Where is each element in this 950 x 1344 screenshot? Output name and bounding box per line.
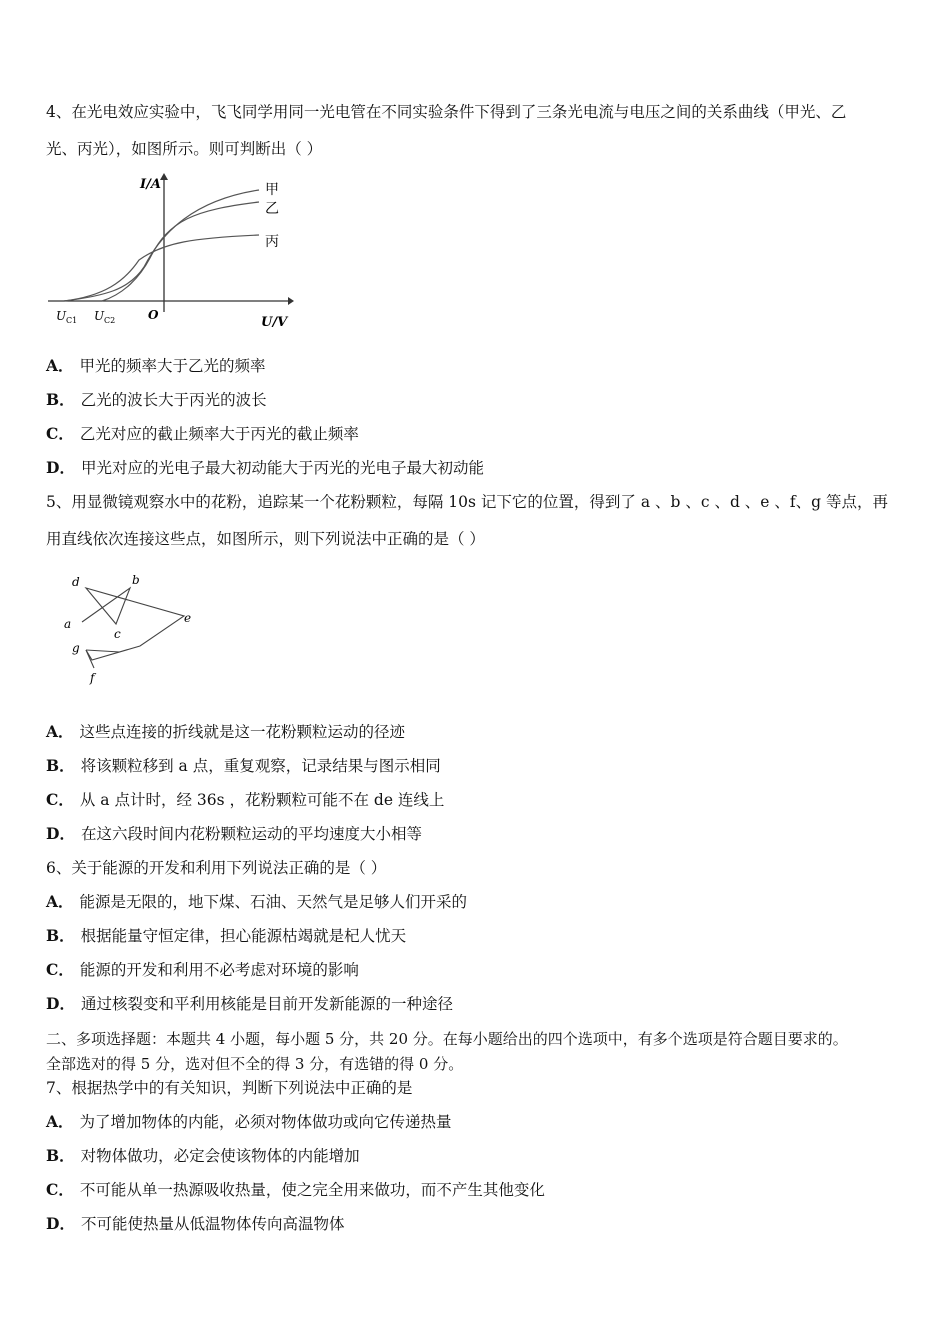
option-text: 为了增加物体的内能，必须对物体做功或向它传递热量 xyxy=(79,1113,452,1131)
label-jia: 甲 xyxy=(265,182,279,198)
option-text: 乙光的波长大于丙光的波长 xyxy=(80,391,267,409)
segment-f xyxy=(86,650,94,668)
q4-option-c xyxy=(46,423,359,445)
point-label-f: f xyxy=(90,671,95,685)
label-yi: 乙 xyxy=(265,201,279,217)
q5-stem-line2: 用直线依次连接这些点，如图所示，则下列说法中正确的是（ ） xyxy=(46,530,485,548)
option-label: B． xyxy=(46,926,75,945)
option-label: B． xyxy=(46,756,75,775)
q5-option-d xyxy=(46,823,422,845)
label-bing: 丙 xyxy=(265,234,279,250)
option-text: 不可能使热量从低温物体传向高温物体 xyxy=(80,1215,345,1233)
option-text: 在这六段时间内花粉颗粒运动的平均速度大小相等 xyxy=(80,825,422,843)
label-uc1: U xyxy=(56,309,67,323)
q4-stem-line1: 4、在光电效应实验中，飞飞同学用同一光电管在不同实验条件下得到了三条光电流与电压之间的关系曲线（甲光、乙 xyxy=(46,103,847,121)
point-label-d: d xyxy=(72,575,80,589)
q6-option-c xyxy=(46,959,359,981)
point-label-a: a xyxy=(64,617,72,631)
option-text: 将该颗粒移到 a 点，重复观察，记录结果与图示相同 xyxy=(80,757,441,775)
q4-option-d xyxy=(46,457,484,479)
option-label: D． xyxy=(46,994,75,1013)
q5-option-c xyxy=(46,789,444,811)
q4-option-b xyxy=(46,389,267,411)
q6-option-d xyxy=(46,993,453,1015)
option-label: B． xyxy=(46,390,75,409)
point-label-e: e xyxy=(184,611,192,625)
y-axis-label: I/A xyxy=(140,177,161,192)
q7-option-c xyxy=(46,1179,545,1201)
option-text: 从 a 点计时，经 36s ，花粉颗粒可能不在 de 连线上 xyxy=(79,791,445,809)
section2-header-line2: 全部选对的得 5 分，选对但不全的得 3 分，有选错的得 0 分。 xyxy=(46,1055,464,1073)
photoelectric-iv-graph xyxy=(44,172,294,327)
y-axis-arrow xyxy=(160,173,168,180)
option-label: A． xyxy=(46,356,74,375)
option-text: 通过核裂变和平利用核能是目前开发新能源的一种途径 xyxy=(80,995,453,1013)
section2-header-line1: 二、多项选择题：本题共 4 小题，每小题 5 分，共 20 分。在每小题给出的四个选项中，有多个选项是符合题目要求的。 xyxy=(46,1030,848,1048)
curve-bing xyxy=(64,235,259,301)
brownian-path xyxy=(82,588,184,660)
q6-option-b xyxy=(46,925,406,947)
option-label: D． xyxy=(46,458,75,477)
q7-option-d xyxy=(46,1213,344,1235)
q7-option-a xyxy=(46,1111,452,1133)
q5-stem-line1: 5、用显微镜观察水中的花粉，追踪某一个花粉颗粒，每隔 10s 记下它的位置，得到了 a 、b 、c 、d 、e 、f、g 等点，再 xyxy=(46,493,888,511)
x-axis-arrow xyxy=(288,297,294,305)
option-text: 甲光的频率大于乙光的频率 xyxy=(79,357,266,375)
q7-stem: 7、根据热学中的有关知识，判断下列说法中正确的是 xyxy=(46,1079,413,1097)
label-origin: O xyxy=(148,308,159,322)
option-text: 根据能量守恒定律，担心能源枯竭就是杞人忧天 xyxy=(80,927,407,945)
option-label: D． xyxy=(46,824,75,843)
point-label-b: b xyxy=(132,573,140,587)
option-text: 甲光对应的光电子最大初动能大于丙光的光电子最大初动能 xyxy=(80,459,484,477)
option-label: A． xyxy=(46,1112,74,1131)
segment-gf xyxy=(86,650,120,652)
option-label: D． xyxy=(46,1214,75,1233)
option-text: 这些点连接的折线就是这一花粉颗粒运动的径迹 xyxy=(79,723,406,741)
curve-yi xyxy=(102,202,259,301)
option-text: 能源是无限的，地下煤、石油、天然气是足够人们开采的 xyxy=(79,893,468,911)
q5-option-a xyxy=(46,721,405,743)
option-text: 乙光对应的截止频率大于丙光的截止频率 xyxy=(79,425,359,443)
option-text: 不可能从单一热源吸收热量，使之完全用来做功，而不产生其他变化 xyxy=(79,1181,545,1199)
point-label-g: g xyxy=(72,641,80,655)
option-label: A． xyxy=(46,892,74,911)
q6-stem: 6、关于能源的开发和利用下列说法正确的是（ ） xyxy=(46,859,387,877)
q5-option-b xyxy=(46,755,441,777)
point-label-c: c xyxy=(114,627,121,641)
label-uc2: U xyxy=(94,309,105,323)
option-text: 能源的开发和利用不必考虑对环境的影响 xyxy=(79,961,359,979)
option-label: B． xyxy=(46,1146,75,1165)
q4-stem-line2: 光、丙光），如图所示。则可判断出（ ） xyxy=(46,140,323,158)
q4-option-a xyxy=(46,355,266,377)
option-label: C． xyxy=(46,790,74,809)
label-uc2-sub: C2 xyxy=(104,316,116,325)
option-label: C． xyxy=(46,960,74,979)
label-uc1-sub: C1 xyxy=(66,316,78,325)
x-axis-label: U/V xyxy=(261,315,288,327)
q7-option-b xyxy=(46,1145,360,1167)
brownian-path-figure xyxy=(60,572,200,688)
option-label: C． xyxy=(46,424,74,443)
option-label: A． xyxy=(46,722,74,741)
option-label: C． xyxy=(46,1180,74,1199)
option-text: 对物体做功，必定会使该物体的内能增加 xyxy=(80,1147,360,1165)
q6-option-a xyxy=(46,891,467,913)
